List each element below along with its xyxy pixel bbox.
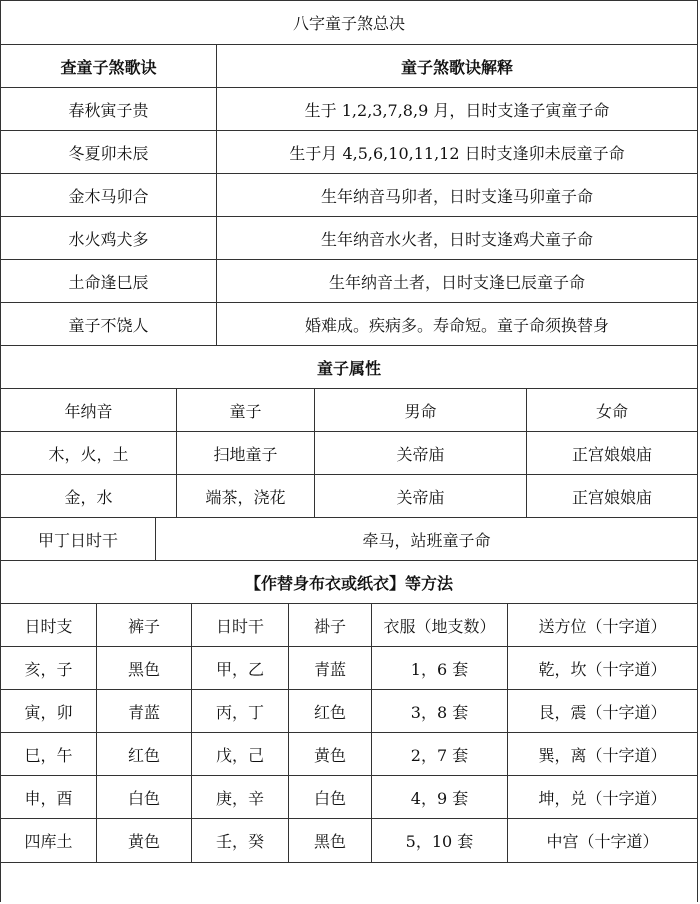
table-row — [0, 173, 698, 216]
method-pants: 白色 — [97, 776, 192, 818]
table-divider — [0, 862, 698, 863]
method-rishizhi: 申，酉 — [1, 776, 97, 818]
method-rishigan: 丙，丁 — [192, 690, 289, 732]
method-title-row — [0, 560, 698, 603]
method-rishizhi: 巳，午 — [1, 733, 97, 775]
method-header-jacket: 褂子 — [289, 604, 372, 646]
method-clothes: 5，10 套 — [372, 819, 508, 862]
table-row — [0, 474, 698, 517]
song-formula: 冬夏卯未辰 — [1, 131, 217, 173]
table-row — [0, 302, 698, 345]
table-title: 八字童子煞总决 — [1, 1, 698, 44]
attribute-female: 正宫娘娘庙 — [527, 475, 698, 517]
method-header-rishizhi: 日时支 — [1, 604, 97, 646]
song-formula: 金木马卯合 — [1, 174, 217, 216]
table-row — [0, 130, 698, 173]
method-jacket: 白色 — [289, 776, 372, 818]
method-jacket: 黄色 — [289, 733, 372, 775]
table-row — [0, 216, 698, 259]
table-divider — [0, 862, 1, 902]
attributes-title: 童子属性 — [1, 346, 698, 388]
method-header-pants: 裤子 — [97, 604, 192, 646]
method-rishigan: 壬，癸 — [192, 819, 289, 862]
song-explanation: 婚难成。疾病多。寿命短。童子命须换替身 — [217, 303, 698, 345]
method-direction: 坤，兑（十字道） — [508, 776, 698, 818]
method-title: 【作替身布衣或纸衣】等方法 — [1, 561, 698, 603]
method-rishigan: 戊，己 — [192, 733, 289, 775]
method-clothes: 2，7 套 — [372, 733, 508, 775]
attribute-male: 关帝庙 — [315, 475, 527, 517]
attribute-female: 正宫娘娘庙 — [527, 432, 698, 474]
method-rishigan: 甲，乙 — [192, 647, 289, 689]
method-pants: 红色 — [97, 733, 192, 775]
attributes-header-nayin: 年纳音 — [1, 389, 177, 431]
method-jacket: 青蓝 — [289, 647, 372, 689]
method-header-row — [0, 603, 698, 646]
table-row — [0, 431, 698, 474]
method-rishizhi: 寅，卯 — [1, 690, 97, 732]
attribute-tongzi: 扫地童子 — [177, 432, 315, 474]
table-row — [0, 732, 698, 775]
attribute-nayin: 木，火，土 — [1, 432, 177, 474]
method-pants: 黄色 — [97, 819, 192, 862]
method-direction: 乾，坎（十字道） — [508, 647, 698, 689]
song-explanation: 生年纳音水火者，日时支逢鸡犬童子命 — [217, 217, 698, 259]
attributes-header-tongzi: 童子 — [177, 389, 315, 431]
jiading-label: 甲丁日时干 — [1, 518, 156, 560]
method-jacket: 黑色 — [289, 819, 372, 862]
attributes-header-row — [0, 388, 698, 431]
table-title-row — [0, 0, 698, 44]
song-explanation: 生于 1,2,3,7,8,9 月，日时支逢子寅童子命 — [217, 88, 698, 130]
attributes-title-row — [0, 345, 698, 388]
method-header-direction: 送方位（十字道） — [508, 604, 698, 646]
attribute-tongzi: 端茶，浇花 — [177, 475, 315, 517]
song-explanation: 生于月 4,5,6,10,11,12 日时支逢卯未辰童子命 — [217, 131, 698, 173]
method-header-clothes: 衣服（地支数） — [372, 604, 508, 646]
method-rishizhi: 亥，子 — [1, 647, 97, 689]
songs-header-formula: 查童子煞歌诀 — [1, 45, 217, 87]
method-rishigan: 庚，辛 — [192, 776, 289, 818]
method-rishizhi: 四库土 — [1, 819, 97, 862]
method-clothes: 1，6 套 — [372, 647, 508, 689]
jiading-value: 牵马，站班童子命 — [156, 518, 698, 560]
songs-header-row — [0, 44, 698, 87]
method-jacket: 红色 — [289, 690, 372, 732]
jiading-row — [0, 517, 698, 560]
song-explanation: 生年纳音马卯者，日时支逢马卯童子命 — [217, 174, 698, 216]
songs-header-explanation: 童子煞歌诀解释 — [217, 45, 698, 87]
method-clothes: 3，8 套 — [372, 690, 508, 732]
table-divider — [697, 862, 698, 902]
song-formula: 童子不饶人 — [1, 303, 217, 345]
table-row — [0, 87, 698, 130]
attribute-nayin: 金，水 — [1, 475, 177, 517]
method-header-rishigan: 日时干 — [192, 604, 289, 646]
table-row — [0, 646, 698, 689]
table-row — [0, 775, 698, 818]
attributes-header-male: 男命 — [315, 389, 527, 431]
song-formula: 水火鸡犬多 — [1, 217, 217, 259]
method-pants: 青蓝 — [97, 690, 192, 732]
method-direction: 巽，离（十字道） — [508, 733, 698, 775]
table-row — [0, 689, 698, 732]
table-row — [0, 259, 698, 302]
method-direction: 中宫（十字道） — [508, 819, 698, 862]
method-pants: 黑色 — [97, 647, 192, 689]
attribute-male: 关帝庙 — [315, 432, 527, 474]
table-row — [0, 818, 698, 862]
song-explanation: 生年纳音土者，日时支逢巳辰童子命 — [217, 260, 698, 302]
song-formula: 土命逢巳辰 — [1, 260, 217, 302]
attributes-header-female: 女命 — [527, 389, 698, 431]
song-formula: 春秋寅子贵 — [1, 88, 217, 130]
method-direction: 艮，震（十字道） — [508, 690, 698, 732]
method-clothes: 4，9 套 — [372, 776, 508, 818]
